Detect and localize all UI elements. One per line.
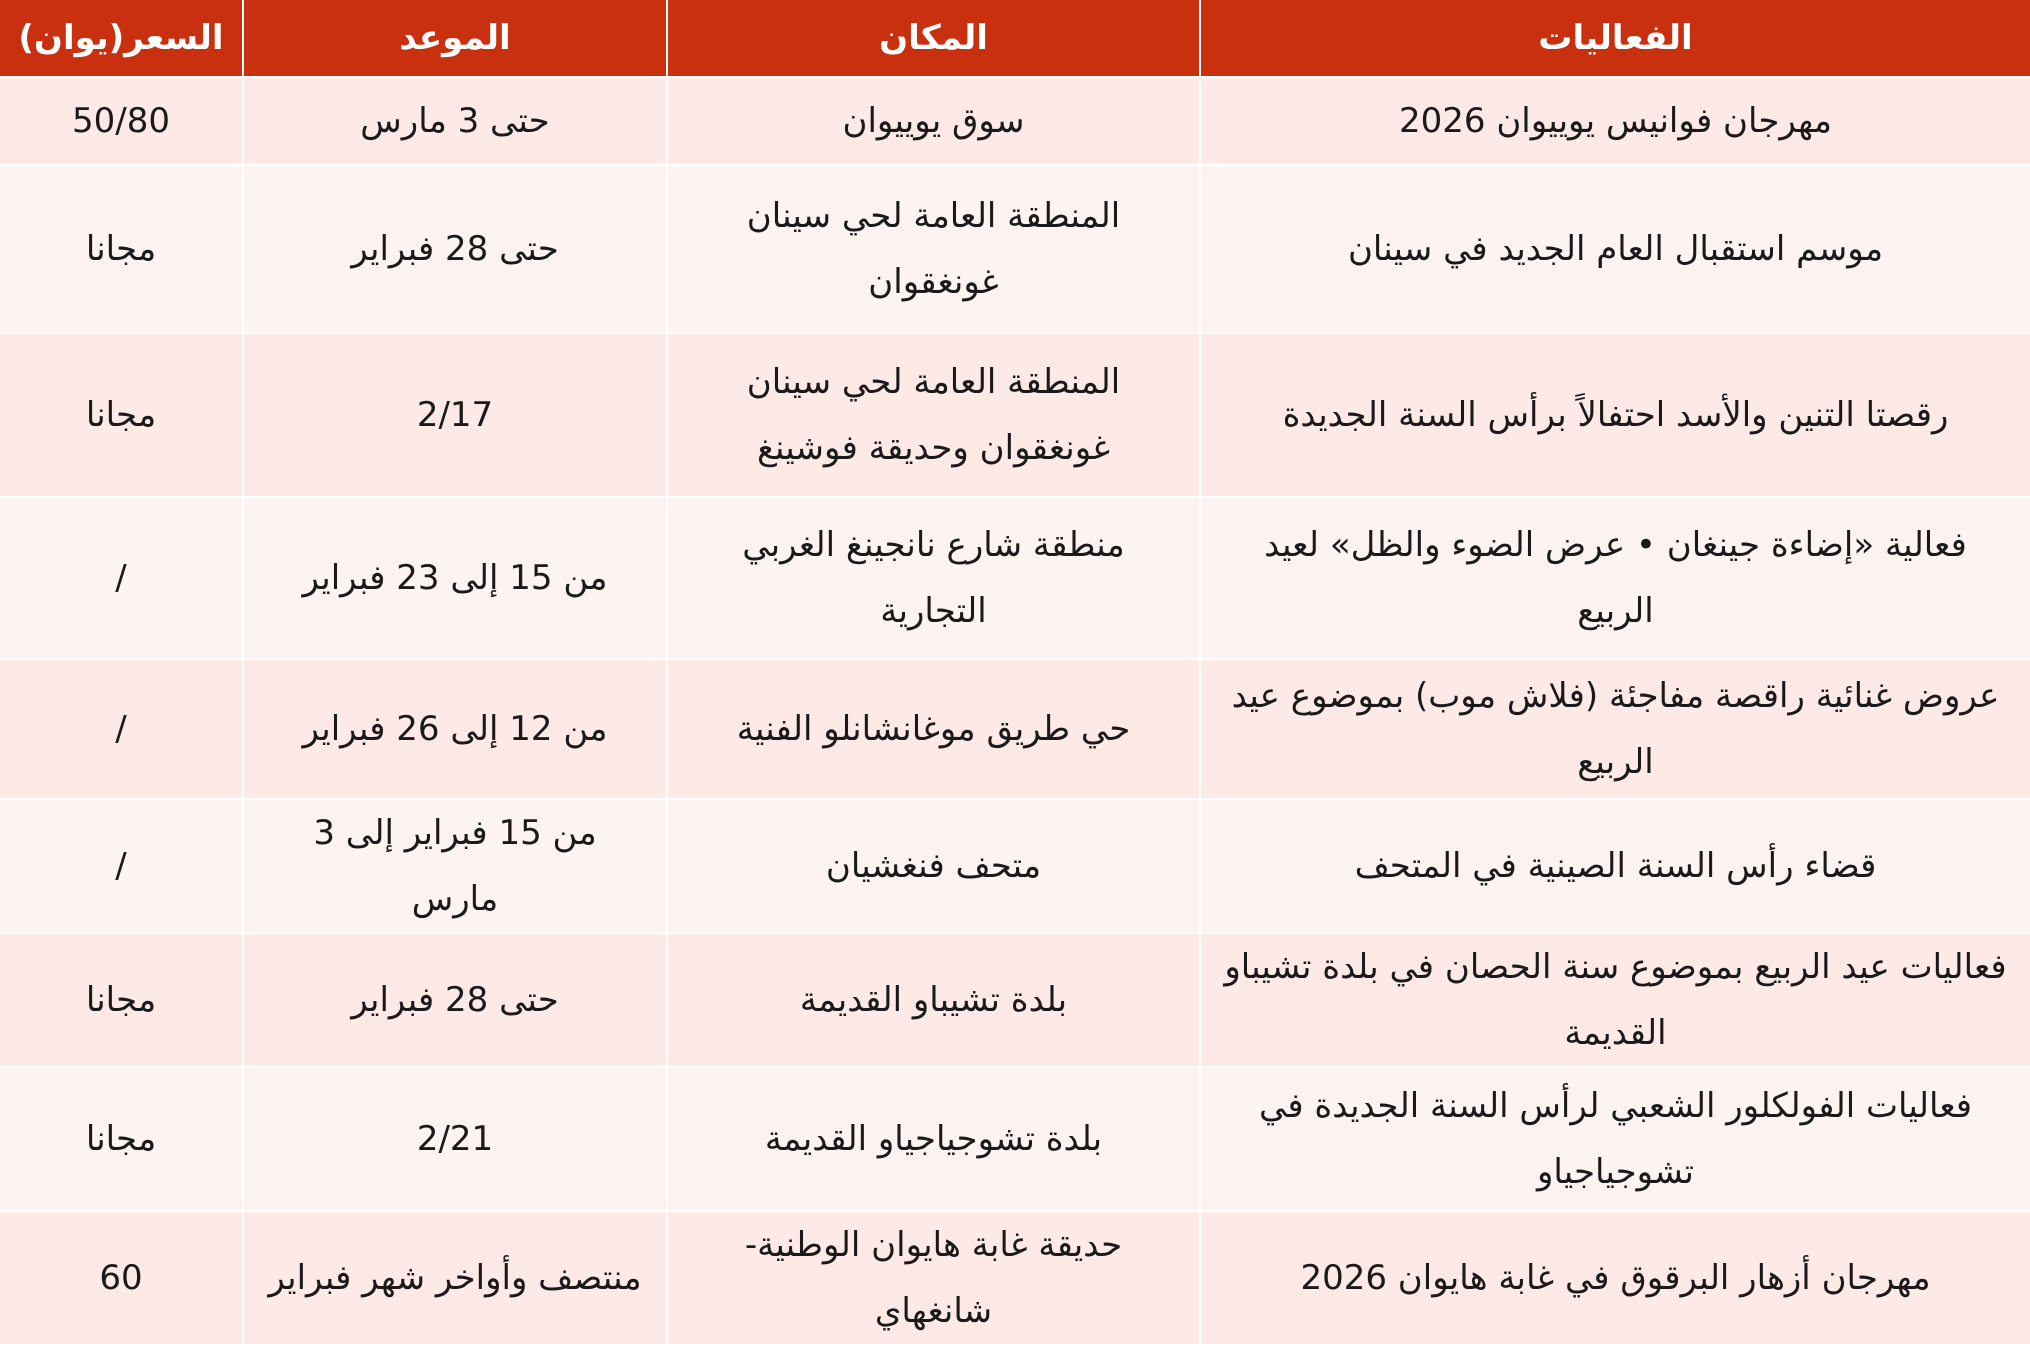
date-cell: من 15 فبراير إلى 3 مارس [243, 799, 667, 933]
place-cell: بلدة تشوجياجياو القديمة [667, 1067, 1200, 1211]
date-cell: من 15 إلى 23 فبراير [243, 497, 667, 659]
price-cell: 50/80 [0, 77, 243, 165]
event-cell: فعاليات عيد الربيع بموضوع سنة الحصان في بلدة تشيباو القديمة [1200, 933, 2030, 1067]
table-row [0, 497, 2030, 659]
place-cell: منطقة شارع نانجينغ الغربي التجارية [667, 497, 1200, 659]
date-cell: من 12 إلى 26 فبراير [243, 659, 667, 799]
table-row [0, 1067, 2030, 1211]
date-cell: 2/21 [243, 1067, 667, 1211]
event-cell: مهرجان أزهار البرقوق في غابة هايوان 2026 [1200, 1211, 2030, 1345]
table-row [0, 659, 2030, 799]
place-cell: سوق يوييوان [667, 77, 1200, 165]
table-header-row [0, 0, 2030, 77]
table-row [0, 1211, 2030, 1345]
table-row [0, 165, 2030, 333]
event-cell: فعاليات الفولكلور الشعبي لرأس السنة الجديدة في تشوجياجياو [1200, 1067, 2030, 1211]
event-cell: فعالية «إضاءة جينغان • عرض الضوء والظل» لعيد الربيع [1200, 497, 2030, 659]
place-cell: متحف فنغشيان [667, 799, 1200, 933]
table-row [0, 933, 2030, 1067]
price-cell: مجانا [0, 1067, 243, 1211]
event-cell: قضاء رأس السنة الصينية في المتحف [1200, 799, 2030, 933]
price-cell: / [0, 799, 243, 933]
event-cell: موسم استقبال العام الجديد في سينان [1200, 165, 2030, 333]
price-cell: مجانا [0, 333, 243, 497]
price-cell: مجانا [0, 165, 243, 333]
place-cell: حديقة غابة هايوان الوطنية- شانغهاي [667, 1211, 1200, 1345]
price-cell: / [0, 659, 243, 799]
table-row [0, 77, 2030, 165]
place-cell: المنطقة العامة لحي سينان غونغقوان وحديقة فوشينغ [667, 333, 1200, 497]
place-cell: حي طريق موغانشانلو الفنية [667, 659, 1200, 799]
header-price: السعر(يوان) [0, 0, 243, 77]
date-cell: حتى 3 مارس [243, 77, 667, 165]
header-events: الفعاليات [1200, 0, 2030, 77]
date-cell: حتى 28 فبراير [243, 165, 667, 333]
price-cell: مجانا [0, 933, 243, 1067]
header-place: المكان [667, 0, 1200, 77]
table-row [0, 333, 2030, 497]
event-cell: عروض غنائية راقصة مفاجئة (فلاش موب) بموضوع عيد الربيع [1200, 659, 2030, 799]
event-cell: مهرجان فوانيس يوييوان 2026 [1200, 77, 2030, 165]
place-cell: المنطقة العامة لحي سينان غونغقوان [667, 165, 1200, 333]
table-row [0, 799, 2030, 933]
header-date: الموعد [243, 0, 667, 77]
date-cell: 2/17 [243, 333, 667, 497]
price-cell: / [0, 497, 243, 659]
price-cell: 60 [0, 1211, 243, 1345]
date-cell: حتى 28 فبراير [243, 933, 667, 1067]
place-cell: بلدة تشيباو القديمة [667, 933, 1200, 1067]
date-cell: منتصف وأواخر شهر فبراير [243, 1211, 667, 1345]
event-cell: رقصتا التنين والأسد احتفالاً برأس السنة الجديدة [1200, 333, 2030, 497]
